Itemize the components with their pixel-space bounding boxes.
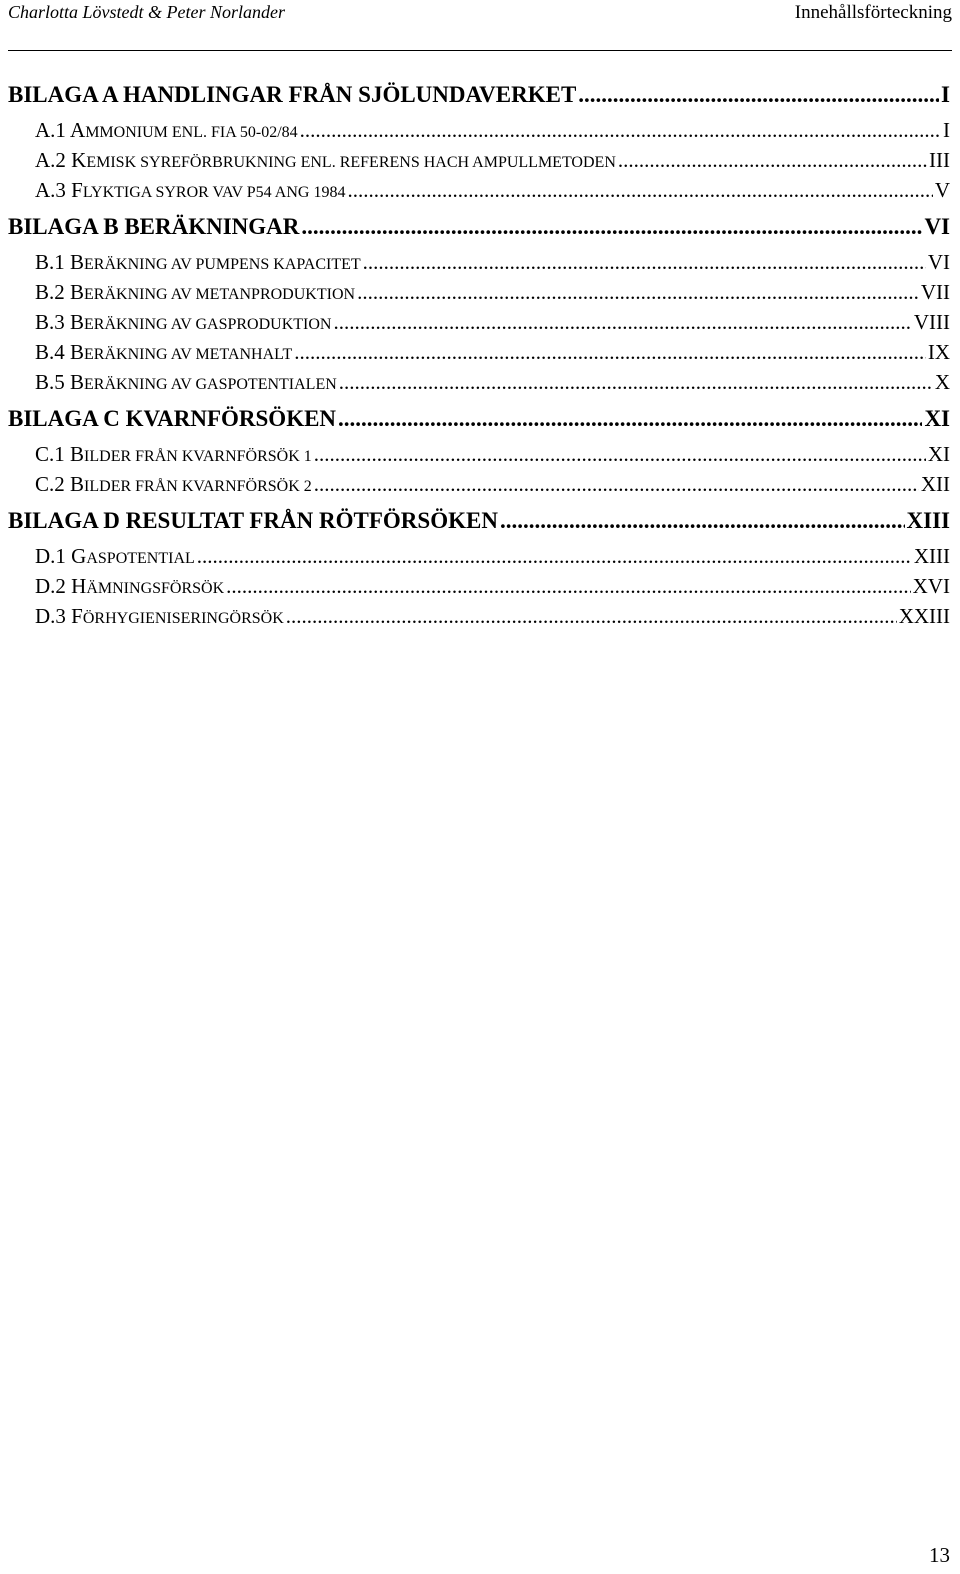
- toc-entry-d1[interactable]: [8, 541, 950, 571]
- toc-entry-title-rest: LYKTIGA SYROR VAV P54 ANG 1984: [82, 184, 346, 201]
- toc-entry-title-rest: ERÄKNING AV PUMPENS KAPACITET: [84, 256, 361, 273]
- toc-entry-title-rest: ERÄKNING AV GASPOTENTIALEN: [84, 376, 337, 393]
- dot-leader: [339, 367, 933, 397]
- toc-entry-number: C.1: [35, 442, 65, 466]
- toc-entry-title: HANDLINGAR FRÅN SJÖLUNDAVERKET: [123, 82, 577, 107]
- dot-leader: [363, 247, 926, 277]
- toc-entry-number: BILAGA D: [8, 508, 120, 533]
- toc-entry-d3[interactable]: [8, 601, 950, 631]
- toc-entry-number: B.5: [35, 370, 65, 394]
- dot-leader: [197, 541, 912, 571]
- toc-entry-number: B.2: [35, 280, 65, 304]
- toc-entry-number: B.4: [35, 340, 65, 364]
- dot-leader: [294, 337, 926, 367]
- toc-entry-title-rest: ILDER FRÅN KVARNFÖRSÖK 1: [84, 448, 312, 465]
- toc-entry-number: B.3: [35, 310, 65, 334]
- toc-entry-number: BILAGA A: [8, 82, 118, 107]
- toc-entry-page: X: [934, 370, 950, 394]
- dot-leader: [286, 601, 897, 631]
- toc-entry-page: V: [934, 178, 950, 202]
- toc-entry-title-initial: B: [70, 280, 85, 304]
- toc-entry-page: I: [941, 82, 950, 107]
- toc-entry-b3[interactable]: [8, 307, 950, 337]
- toc-entry-page: XI: [927, 442, 950, 466]
- dot-leader: [226, 571, 911, 601]
- toc-entry-title-rest: ÄMNINGSFÖRSÖK: [86, 580, 225, 597]
- toc-entry-a1[interactable]: [8, 115, 950, 145]
- dot-leader: [578, 80, 939, 109]
- toc-entry-c1[interactable]: [8, 439, 950, 469]
- toc-entry-title-initial: B: [70, 340, 85, 364]
- toc-entry-number: BILAGA B: [8, 214, 119, 239]
- toc-entry-number: D.1: [35, 544, 66, 568]
- dot-leader: [347, 175, 932, 205]
- dot-leader: [618, 145, 927, 175]
- toc-entry-d2[interactable]: [8, 571, 950, 601]
- toc-entry-b4[interactable]: [8, 337, 950, 367]
- toc-entry-page: XXIII: [898, 604, 950, 628]
- toc-entry-title-initial: F: [71, 604, 83, 628]
- dot-leader: [314, 469, 919, 499]
- dot-leader: [301, 212, 922, 241]
- toc-entry-number: A.3: [35, 178, 66, 202]
- toc-entry-number: D.3: [35, 604, 66, 628]
- header-section-title: Innehållsförteckning: [794, 2, 952, 23]
- toc-entry-page: VI: [924, 214, 950, 239]
- toc-entry-number: C.2: [35, 472, 65, 496]
- toc-entry-title: KVARNFÖRSÖKEN: [125, 406, 337, 431]
- toc-entry-page: XVI: [912, 574, 950, 598]
- dot-leader: [500, 506, 905, 535]
- toc-entry-number: A.2: [35, 148, 66, 172]
- dot-leader: [300, 115, 941, 145]
- toc-entry-title-initial: B: [70, 370, 85, 394]
- toc-entry-title-rest: ILDER FRÅN KVARNFÖRSÖK 2: [84, 478, 312, 495]
- toc-entry-title-initial: B: [70, 250, 85, 274]
- table-of-contents: [8, 80, 950, 631]
- toc-entry-a2[interactable]: [8, 145, 950, 175]
- toc-entry-c2[interactable]: [8, 469, 950, 499]
- toc-entry-page: I: [943, 118, 950, 142]
- toc-entry-title-rest: EMISK SYREFÖRBRUKNING ENL. REFERENS HACH AMPULLMETODEN: [86, 154, 616, 171]
- toc-entry-page: XIII: [913, 544, 950, 568]
- toc-entry-title-rest: ASPOTENTIAL: [86, 550, 195, 567]
- toc-entry-title: BERÄKNINGAR: [124, 214, 300, 239]
- dot-leader: [314, 439, 926, 469]
- toc-entry-page: VIII: [913, 310, 950, 334]
- toc-entry-title: RESULTAT FRÅN RÖTFÖRSÖKEN: [125, 508, 498, 533]
- dot-leader: [333, 307, 911, 337]
- toc-entry-title-rest: ERÄKNING AV METANHALT: [84, 346, 293, 363]
- toc-entry-number: BILAGA C: [8, 406, 120, 431]
- toc-entry-title-initial: A: [70, 118, 86, 142]
- toc-entry-title-rest: ERÄKNING AV GASPRODUKTION: [84, 316, 332, 333]
- toc-entry-page: XI: [924, 406, 950, 431]
- toc-entry-page: III: [929, 148, 950, 172]
- toc-entry-page: XIII: [906, 508, 950, 533]
- toc-entry-b2[interactable]: [8, 277, 950, 307]
- toc-entry-page: IX: [927, 340, 950, 364]
- header-author: Charlotta Lövstedt & Peter Norlander: [8, 2, 285, 22]
- toc-entry-bilaga-b[interactable]: [8, 212, 950, 241]
- toc-entry-a3[interactable]: [8, 175, 950, 205]
- toc-entry-bilaga-a[interactable]: [8, 80, 950, 109]
- toc-entry-title-initial: G: [71, 544, 87, 568]
- dot-leader: [338, 404, 922, 433]
- toc-entry-page: XII: [920, 472, 950, 496]
- toc-entry-title-rest: ERÄKNING AV METANPRODUKTION: [84, 286, 356, 303]
- toc-entry-bilaga-d[interactable]: [8, 506, 950, 535]
- toc-entry-title-initial: H: [71, 574, 87, 598]
- toc-entry-page: VII: [920, 280, 950, 304]
- toc-entry-title-initial: F: [71, 178, 83, 202]
- toc-entry-title-initial: B: [70, 472, 85, 496]
- toc-entry-title-rest: MMONIUM ENL. FIA 50-02/84: [85, 124, 298, 141]
- toc-entry-title-initial: B: [70, 442, 85, 466]
- page-number: 13: [929, 1543, 950, 1567]
- toc-entry-number: A.1: [35, 118, 66, 142]
- toc-entry-bilaga-c[interactable]: [8, 404, 950, 433]
- toc-entry-title-initial: K: [71, 148, 87, 172]
- toc-entry-number: D.2: [35, 574, 66, 598]
- toc-entry-title-rest: ÖRHYGIENISERINGÖRSÖK: [82, 610, 284, 627]
- toc-entry-page: VI: [927, 250, 950, 274]
- toc-entry-b5[interactable]: [8, 367, 950, 397]
- toc-entry-title-initial: B: [70, 310, 85, 334]
- running-header: [8, 0, 952, 51]
- toc-entry-number: B.1: [35, 250, 65, 274]
- toc-entry-b1[interactable]: [8, 247, 950, 277]
- dot-leader: [357, 277, 919, 307]
